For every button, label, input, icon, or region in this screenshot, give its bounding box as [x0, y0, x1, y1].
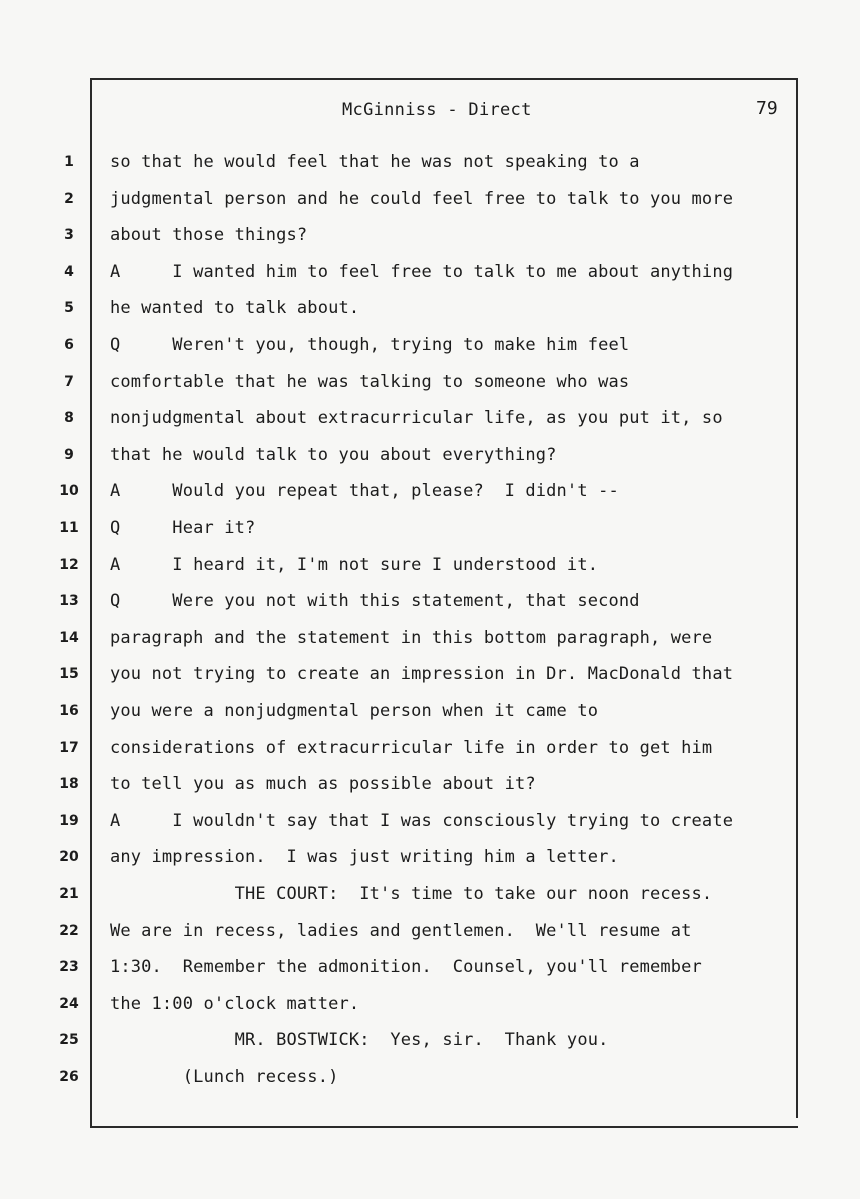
- transcript-line: paragraph and the statement in this bottom paragraph, were: [110, 628, 713, 648]
- line-number: 13: [59, 593, 79, 609]
- line-number: 7: [64, 374, 74, 390]
- transcript-line: to tell you as much as possible about it?: [110, 774, 536, 794]
- line-number: 20: [59, 849, 79, 865]
- line-number: 3: [64, 227, 74, 243]
- line-number: 23: [59, 959, 79, 975]
- transcript-line: A I heard it, I'm not sure I understood it.: [110, 555, 599, 575]
- line-number: 26: [59, 1069, 79, 1085]
- transcript-line: 1:30. Remember the admonition. Counsel, you'll remember: [110, 957, 702, 977]
- line-number: 18: [59, 776, 79, 792]
- transcript-line: Q Weren't you, though, trying to make him feel: [110, 335, 630, 355]
- transcript-line: any impression. I was just writing him a letter.: [110, 847, 619, 867]
- line-number: 11: [59, 520, 79, 536]
- line-number: 8: [64, 410, 74, 426]
- frame-bottom-border: [92, 1126, 798, 1128]
- transcript-line: comfortable that he was talking to someone who was: [110, 372, 630, 392]
- transcript-line: you not trying to create an impression in Dr. MacDonald that: [110, 664, 734, 684]
- transcript-line: A I wouldn't say that I was consciously trying to create: [110, 811, 734, 831]
- page-number: 79: [756, 98, 778, 119]
- line-number: 16: [59, 703, 79, 719]
- transcript-line: considerations of extracurricular life in order to get him: [110, 738, 713, 758]
- transcript-line: A I wanted him to feel free to talk to me about anything: [110, 262, 734, 282]
- transcript-line: judgmental person and he could feel free to talk to you more: [110, 189, 734, 209]
- line-number: 24: [59, 996, 79, 1012]
- line-number: 15: [59, 666, 79, 682]
- transcript-line: so that he would feel that he was not speaking to a: [110, 152, 640, 172]
- frame-top-border: [90, 78, 798, 80]
- page-header-title: McGinniss - Direct: [342, 100, 532, 120]
- line-number: 17: [59, 740, 79, 756]
- line-number: 14: [59, 630, 79, 646]
- line-number: 5: [64, 300, 74, 316]
- transcript-line: he wanted to talk about.: [110, 298, 360, 318]
- line-number: 10: [59, 483, 79, 499]
- transcript-line: you were a nonjudgmental person when it came to: [110, 701, 599, 721]
- frame-left-border: [90, 78, 92, 1128]
- transcript-line: (Lunch recess.): [110, 1067, 339, 1087]
- line-number: 2: [64, 191, 74, 207]
- line-number: 21: [59, 886, 79, 902]
- transcript-line: THE COURT: It's time to take our noon recess.: [110, 884, 713, 904]
- transcript-line: about those things?: [110, 225, 308, 245]
- line-number: 1: [64, 154, 74, 170]
- transcript-line: MR. BOSTWICK: Yes, sir. Thank you.: [110, 1030, 609, 1050]
- line-number: 4: [64, 264, 74, 280]
- transcript-line: Q Were you not with this statement, that second: [110, 591, 640, 611]
- transcript-line: nonjudgmental about extracurricular life, as you put it, so: [110, 408, 723, 428]
- transcript-line: We are in recess, ladies and gentlemen. We'll resume at: [110, 921, 692, 941]
- transcript-line: that he would talk to you about everything?: [110, 445, 557, 465]
- line-number: 12: [59, 557, 79, 573]
- line-number: 9: [64, 447, 74, 463]
- line-number: 19: [59, 813, 79, 829]
- line-number: 25: [59, 1032, 79, 1048]
- line-number: 22: [59, 923, 79, 939]
- line-number: 6: [64, 337, 74, 353]
- transcript-line: A Would you repeat that, please? I didn't --: [110, 481, 619, 501]
- transcript-line: the 1:00 o'clock matter.: [110, 994, 360, 1014]
- frame-right-border: [796, 78, 798, 1118]
- transcript-line: Q Hear it?: [110, 518, 256, 538]
